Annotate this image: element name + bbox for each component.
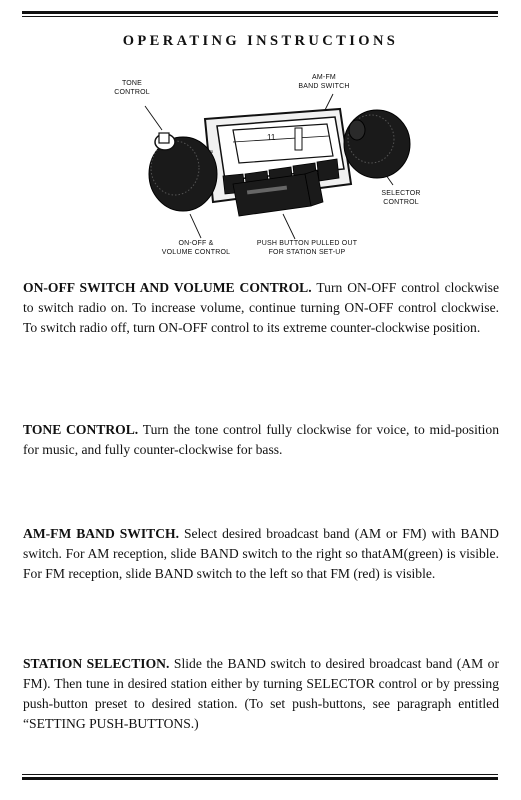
section-station-selection — [23, 654, 499, 734]
callout-onoff-volume: ON-OFF & VOLUME CONTROL — [161, 240, 231, 256]
section-heading: ON-OFF SWITCH AND VOLUME CONTROL. — [23, 280, 312, 295]
top-rule-thin — [22, 16, 498, 17]
top-rule-thick — [22, 11, 498, 14]
callout-push-button: PUSH BUTTON PULLED OUT FOR STATION SET-UP — [256, 240, 358, 256]
dial-mark: 11 — [267, 133, 276, 142]
callout-band-switch: AM-FM BAND SWITCH — [298, 74, 350, 90]
radio-illustration — [105, 64, 425, 264]
section-body: Select desired broadcast band (AM or FM) with BAND switch. For AM reception, slide BAND switch to the right so thatAM(green) is visible. For FM reception, slide BAND switch to the left so that FM (red) is visible. — [23, 526, 499, 581]
section-band-switch — [23, 524, 499, 584]
bottom-rule-thick — [22, 777, 498, 780]
section-body: Turn ON-OFF control clockwise to switch radio on. To increase volume, continue turning ON-OFF control clockwise. To switch radio off, turn ON-OFF control to its extreme counter-clockwise position. — [23, 280, 500, 335]
section-tone-control — [23, 420, 499, 460]
section-body: Turn the tone control fully clockwise for voice, to mid-position for music, and fully counter-clockwise for bass. — [23, 422, 500, 457]
bottom-rule-thin — [22, 774, 498, 775]
page-title: OPERATING INSTRUCTIONS — [122, 33, 399, 49]
callout-selector-control: SELECTOR CONTROL — [381, 190, 421, 206]
callout-tone-control: TONE CONTROL — [114, 80, 150, 96]
section-heading: STATION SELECTION. — [23, 656, 170, 671]
section-heading: AM-FM BAND SWITCH. — [23, 526, 179, 541]
section-on-off-volume — [23, 278, 499, 338]
radio-drawing — [105, 64, 425, 264]
section-body: Slide the BAND switch to desired broadcast band (AM or FM). Then tune in desired station either by turning SELECTOR control or by pressing push-button preset to desired station. (To set push-buttons, see paragraph entitled “SETTING PUSH-BUTTONS.) — [23, 656, 500, 731]
section-heading: TONE CONTROL. — [23, 422, 139, 437]
